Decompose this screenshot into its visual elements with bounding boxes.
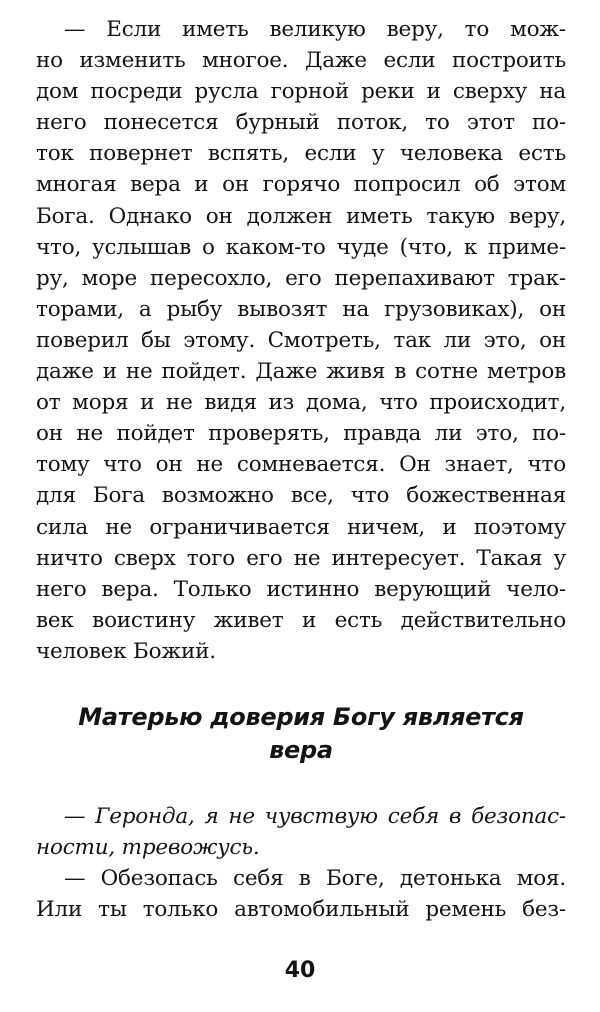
text-line: Или ты только автомобильный ремень без- <box>36 897 566 923</box>
text-line: Бога. Однако он должен иметь такую веру, <box>36 203 566 229</box>
text-line: поверил бы этому. Смотреть, так ли это, он <box>36 327 566 353</box>
page-number: 40 <box>284 958 316 983</box>
paragraph-faith <box>36 14 566 667</box>
answer-paragraph <box>36 863 566 925</box>
text-line: для Бога возможно все, что божественная <box>36 483 566 509</box>
text-line: торами, а рыбу вывозят на грузовиках), он <box>36 296 566 322</box>
text-line: многая вера и он горячо попросил об этом <box>36 172 566 198</box>
section-heading <box>36 701 566 767</box>
question-paragraph <box>36 801 566 863</box>
text-line: даже и не пойдет. Даже живя в сотне метров <box>36 359 566 385</box>
text-line: — Геронда, я не чувствую себя в безопас- <box>64 803 566 829</box>
text-line: век воистину живет и есть действительно <box>36 607 566 633</box>
text-line: ности, тревожусь. <box>36 835 260 861</box>
page-body <box>36 14 566 925</box>
text-line: но изменить многое. Даже если построить <box>36 48 566 74</box>
text-line: тому что он не сомневается. Он знает, что <box>36 452 566 478</box>
text-line: — Если иметь великую веру, то мож- <box>64 17 566 42</box>
text-line: он не пойдет проверять, правда ли это, по- <box>36 421 566 447</box>
text-line: ру, море пересохло, его перепахивают трак- <box>36 265 566 291</box>
text-line: ток повернет вспять, если у человека есть <box>36 141 566 167</box>
text-line: сила не ограничивается ничем, и поэтому <box>36 514 566 540</box>
text-line: дом посреди русла горной реки и сверху на <box>36 79 566 105</box>
heading-line: Матерью доверия Богу является <box>78 702 524 731</box>
heading-line: вера <box>269 735 333 764</box>
text-line: ничто сверх того его не интересует. Такая у <box>36 545 566 571</box>
text-line: что, услышав о каком-то чуде (что, к приме- <box>36 234 566 260</box>
text-line: него понесется бурный поток, то этот по- <box>36 110 566 136</box>
text-line: от моря и не видя из дома, что происходит, <box>36 390 566 416</box>
text-line: — Обезопась себя в Боге, детонька моя. <box>64 866 566 892</box>
text-line: человек Божий. <box>36 638 216 664</box>
text-line: него вера. Только истинно верующий чело- <box>36 576 566 602</box>
